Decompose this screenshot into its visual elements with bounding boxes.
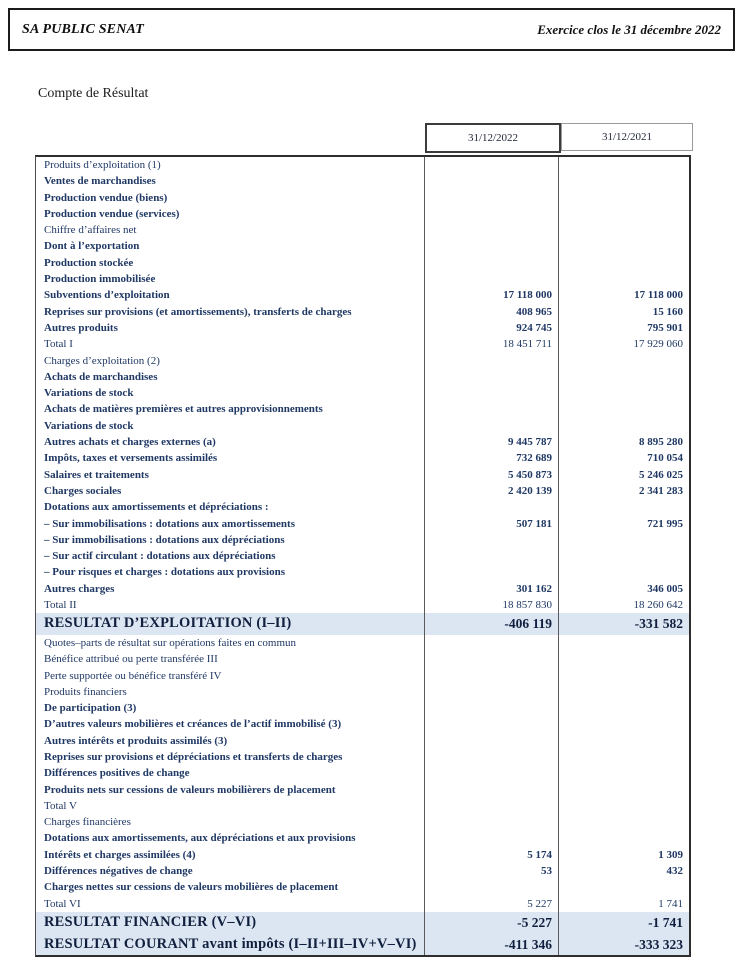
row-value-2022: [424, 798, 558, 814]
row-value-2022: [424, 222, 558, 238]
row-label: Autres charges: [44, 582, 115, 595]
table-row: [36, 863, 689, 879]
table-row: [36, 255, 689, 271]
row-value-2021: 710 054: [558, 450, 689, 466]
row-label: Produits nets sur cessions de valeurs mobilièrers de placement: [44, 783, 336, 796]
row-value-2022: 408 965: [424, 304, 558, 320]
row-label: Salaires et traitements: [44, 468, 149, 481]
row-value-2022: [424, 635, 558, 651]
row-value-2021: [558, 635, 689, 651]
row-value-2021: [558, 733, 689, 749]
row-value-2021: 795 901: [558, 320, 689, 336]
row-value-2021: [558, 749, 689, 765]
row-label: Différences négatives de change: [44, 865, 193, 878]
row-value-2022: 18 857 830: [424, 597, 558, 613]
row-value-2021: [558, 385, 689, 401]
row-value-2021: 17 929 060: [558, 336, 689, 352]
table-row: [36, 830, 689, 846]
row-label: D’autres valeurs mobilières et créances de l’actif immobilisé (3): [44, 718, 342, 731]
row-value-2022: 2 420 139: [424, 483, 558, 499]
row-value-2022: [424, 255, 558, 271]
row-label: Subventions d’exploitation: [44, 289, 170, 302]
row-label: Charges d’exploitation (2): [44, 354, 160, 367]
row-value-2022: [424, 668, 558, 684]
table-row: [36, 814, 689, 830]
row-label: Charges nettes sur cessions de valeurs mobilières de placement: [44, 881, 339, 894]
row-value-2022: [424, 418, 558, 434]
row-value-2021: [558, 765, 689, 781]
row-value-2022: 18 451 711: [424, 336, 558, 352]
row-value-2021: [558, 499, 689, 515]
row-label: Autres intérêts et produits assimilés (3): [44, 734, 228, 747]
row-value-2021: 346 005: [558, 581, 689, 597]
row-label: Autres achats et charges externes (a): [44, 436, 216, 449]
row-value-2022: [424, 564, 558, 580]
table-row: [36, 733, 689, 749]
row-value-2022: [424, 830, 558, 846]
row-label: Intérêts et charges assimilées (4): [44, 848, 196, 861]
table-row: [36, 548, 689, 564]
table-row: [36, 320, 689, 336]
row-label: Dotations aux amortissements et dépréciations :: [44, 501, 269, 514]
row-value-2022: [424, 173, 558, 189]
table-row: [36, 190, 689, 206]
row-value-2021: [558, 651, 689, 667]
row-value-2022: 5 450 873: [424, 467, 558, 483]
table-row: [36, 765, 689, 781]
row-value-2022: [424, 353, 558, 369]
row-value-2022: -411 346: [424, 934, 558, 956]
row-value-2022: [424, 271, 558, 287]
row-value-2022: [424, 401, 558, 417]
row-value-2021: -331 582: [558, 613, 689, 635]
row-label: RESULTAT COURANT avant impôts (I–II+III–IV+V–VI): [44, 935, 417, 952]
row-value-2022: -406 119: [424, 613, 558, 635]
row-value-2022: [424, 157, 558, 173]
row-value-2022: [424, 814, 558, 830]
row-value-2022: 5 227: [424, 896, 558, 912]
row-value-2022: 9 445 787: [424, 434, 558, 450]
row-value-2021: [558, 798, 689, 814]
table-row: [36, 271, 689, 287]
table-row: [36, 206, 689, 222]
row-label: Impôts, taxes et versements assimilés: [44, 452, 218, 465]
row-value-2021: 15 160: [558, 304, 689, 320]
table-row: [36, 385, 689, 401]
table-row: [36, 287, 689, 303]
row-value-2021: [558, 879, 689, 895]
table-row: [36, 684, 689, 700]
row-label: – Sur actif circulant : dotations aux dépréciations: [44, 550, 276, 563]
row-value-2021: [558, 716, 689, 732]
table-row: [36, 173, 689, 189]
table-row: [36, 369, 689, 385]
row-value-2022: [424, 749, 558, 765]
row-label: Chiffre d’affaires net: [44, 224, 137, 237]
row-label: Perte supportée ou bénéfice transféré IV: [44, 669, 222, 682]
table-row: [36, 635, 689, 651]
table-row: [36, 934, 689, 956]
table-row: [36, 700, 689, 716]
row-value-2021: 2 341 283: [558, 483, 689, 499]
row-value-2021: [558, 173, 689, 189]
table-row: [36, 467, 689, 483]
row-label: Reprises sur provisions (et amortissements), transferts de charges: [44, 305, 352, 318]
row-value-2021: [558, 418, 689, 434]
row-value-2022: 732 689: [424, 450, 558, 466]
row-value-2021: [558, 190, 689, 206]
row-value-2021: [558, 222, 689, 238]
table-row: [36, 450, 689, 466]
row-value-2021: 1 309: [558, 847, 689, 863]
row-value-2022: [424, 238, 558, 254]
row-value-2022: 301 162: [424, 581, 558, 597]
row-label: Achats de marchandises: [44, 370, 158, 383]
table-row: [36, 896, 689, 912]
row-label: Achats de matières premières et autres approvisionnements: [44, 403, 323, 416]
column-header-2021: 31/12/2021: [561, 123, 693, 151]
row-value-2022: 17 118 000: [424, 287, 558, 303]
row-value-2022: [424, 651, 558, 667]
row-value-2022: [424, 700, 558, 716]
row-value-2022: -5 227: [424, 912, 558, 934]
row-label: Bénéfice attribué ou perte transférée III: [44, 653, 218, 666]
table-row: [36, 782, 689, 798]
table-row: [36, 668, 689, 684]
row-label: Différences positives de change: [44, 767, 190, 780]
table-row: [36, 353, 689, 369]
row-label: RESULTAT D’EXPLOITATION (I–II): [44, 615, 292, 632]
row-value-2021: -333 323: [558, 934, 689, 956]
row-value-2021: [558, 668, 689, 684]
row-label: Quotes–parts de résultat sur opérations faites en commun: [44, 636, 297, 649]
row-label: Charges sociales: [44, 484, 122, 497]
row-value-2022: [424, 369, 558, 385]
table-row: [36, 597, 689, 613]
table-row: [36, 222, 689, 238]
table-row: [36, 532, 689, 548]
row-value-2021: [558, 830, 689, 846]
row-value-2021: [558, 206, 689, 222]
row-value-2021: [558, 255, 689, 271]
row-value-2021: [558, 532, 689, 548]
table-row: [36, 434, 689, 450]
row-label: – Sur immobilisations : dotations aux dépréciations: [44, 533, 285, 546]
table-row: [36, 516, 689, 532]
row-label: Production vendue (biens): [44, 191, 168, 204]
row-label: Total VI: [44, 897, 81, 910]
row-value-2021: [558, 814, 689, 830]
row-label: Ventes de marchandises: [44, 175, 156, 188]
row-label: Dotations aux amortissements, aux dépréciations et aux provisions: [44, 832, 356, 845]
row-label: Autres produits: [44, 321, 118, 334]
page-title: Compte de Résultat: [38, 86, 149, 101]
row-value-2021: 8 895 280: [558, 434, 689, 450]
row-label: Total V: [44, 799, 77, 812]
table-row: [36, 581, 689, 597]
table-row: [36, 157, 689, 173]
row-label: Produits financiers: [44, 685, 127, 698]
row-value-2022: [424, 765, 558, 781]
row-label: Production vendue (services): [44, 207, 180, 220]
row-value-2022: [424, 684, 558, 700]
row-value-2022: [424, 532, 558, 548]
row-value-2021: [558, 684, 689, 700]
row-value-2022: [424, 499, 558, 515]
table-row: [36, 879, 689, 895]
exercise-close-date: Exercice clos le 31 décembre 2022: [537, 21, 721, 37]
row-label: Charges financières: [44, 816, 131, 829]
table-row: [36, 798, 689, 814]
table-row: [36, 304, 689, 320]
column-header-2022: 31/12/2022: [425, 123, 561, 153]
table-row: [36, 651, 689, 667]
row-label: Variations de stock: [44, 387, 134, 400]
row-value-2021: [558, 238, 689, 254]
row-value-2021: 432: [558, 863, 689, 879]
row-value-2021: [558, 548, 689, 564]
document-header-box: [8, 8, 735, 51]
row-value-2022: [424, 782, 558, 798]
row-label: Total II: [44, 599, 77, 612]
row-value-2022: 924 745: [424, 320, 558, 336]
row-value-2021: [558, 157, 689, 173]
row-value-2021: [558, 782, 689, 798]
row-value-2022: [424, 733, 558, 749]
table-row: [36, 847, 689, 863]
row-value-2021: [558, 271, 689, 287]
row-value-2022: 53: [424, 863, 558, 879]
table-row: [36, 418, 689, 434]
row-label: Total I: [44, 338, 73, 351]
row-value-2021: -1 741: [558, 912, 689, 934]
table-row: [36, 716, 689, 732]
row-value-2022: [424, 548, 558, 564]
row-label: Variations de stock: [44, 419, 134, 432]
row-value-2022: [424, 190, 558, 206]
row-value-2021: 17 118 000: [558, 287, 689, 303]
row-label: – Sur immobilisations : dotations aux amortissements: [44, 517, 295, 530]
table-row: [36, 499, 689, 515]
row-value-2021: 18 260 642: [558, 597, 689, 613]
row-label: De participation (3): [44, 702, 137, 715]
row-label: Dont à l’exportation: [44, 240, 140, 253]
row-label: Production stockée: [44, 256, 134, 269]
row-value-2022: [424, 716, 558, 732]
row-value-2021: 1 741: [558, 896, 689, 912]
row-value-2022: 507 181: [424, 516, 558, 532]
row-label: Reprises sur provisions et dépréciations et transferts de charges: [44, 750, 343, 763]
row-value-2021: [558, 401, 689, 417]
row-value-2021: [558, 700, 689, 716]
table-row: [36, 749, 689, 765]
row-value-2021: [558, 564, 689, 580]
row-value-2022: [424, 385, 558, 401]
row-value-2022: 5 174: [424, 847, 558, 863]
row-label: RESULTAT FINANCIER (V–VI): [44, 913, 257, 930]
income-statement-table: [35, 155, 691, 957]
row-value-2021: [558, 353, 689, 369]
row-value-2021: 721 995: [558, 516, 689, 532]
row-label: – Pour risques et charges : dotations aux provisions: [44, 566, 286, 579]
table-row: [36, 336, 689, 352]
row-label: Produits d’exploitation (1): [44, 159, 161, 171]
row-value-2021: 5 246 025: [558, 467, 689, 483]
table-row: [36, 238, 689, 254]
table-row: [36, 401, 689, 417]
company-name: SA PUBLIC SENAT: [22, 21, 145, 37]
table-row: [36, 912, 689, 934]
row-value-2022: [424, 879, 558, 895]
row-value-2022: [424, 206, 558, 222]
row-value-2021: [558, 369, 689, 385]
table-row: [36, 483, 689, 499]
table-row: [36, 564, 689, 580]
row-label: Production immobilisée: [44, 273, 156, 286]
table-row: [36, 613, 689, 635]
